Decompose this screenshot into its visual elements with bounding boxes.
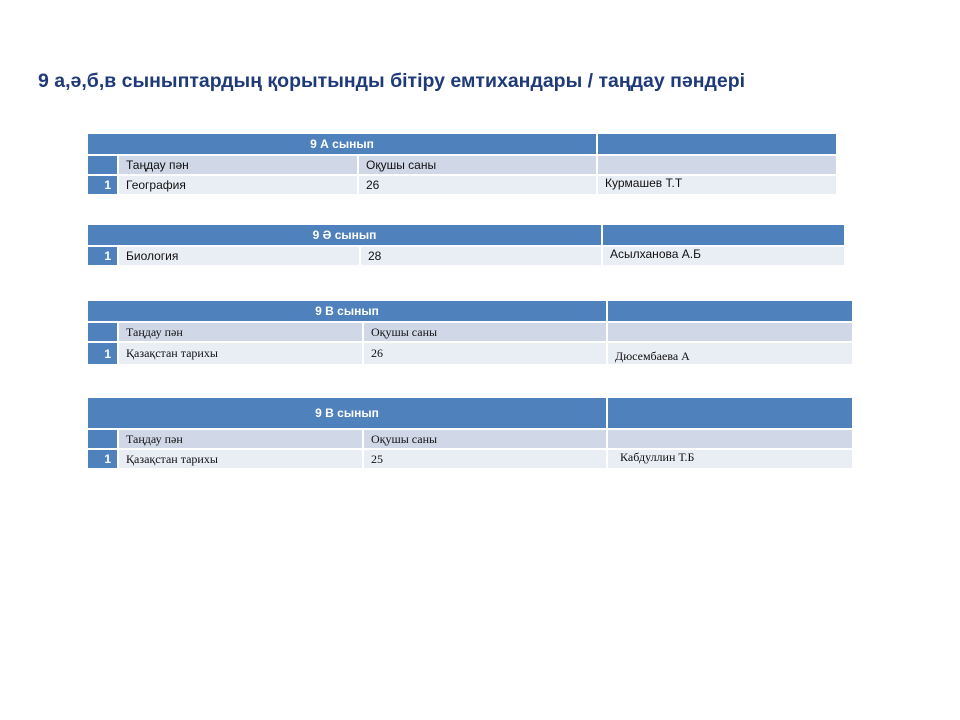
- subject-column-header: Таңдау пән: [118, 322, 363, 342]
- table-row: [87, 342, 853, 365]
- teacher-cell: Асылханова А.Б: [602, 246, 845, 266]
- num-header-cell: [87, 322, 118, 342]
- count-column-header: Оқушы саны: [358, 155, 597, 175]
- table-header-row: [87, 300, 853, 322]
- header-blank-cell: [597, 133, 837, 155]
- subject-cell: Қазақстан тарихы: [118, 449, 363, 469]
- class-header: 9 В сынып: [87, 300, 607, 322]
- subject-cell: География: [118, 175, 358, 195]
- column-header-row: [87, 322, 853, 342]
- teacher-column-header: [607, 429, 853, 449]
- num-header-cell: [87, 429, 118, 449]
- student-count-cell: 26: [363, 342, 607, 365]
- class-header: 9 В сынып: [87, 397, 607, 429]
- student-count-cell: 26: [358, 175, 597, 195]
- teacher-cell: Дюсембаева А: [607, 342, 853, 365]
- header-blank-cell: [607, 300, 853, 322]
- class-9ae-table: [86, 223, 846, 267]
- row-number: 1: [87, 175, 118, 195]
- column-header-row: [87, 155, 837, 175]
- subject-column-header: Таңдау пән: [118, 155, 358, 175]
- teacher-cell: Курмашев Т.Т: [597, 175, 837, 195]
- class-header: 9 А сынып: [87, 133, 597, 155]
- teacher-cell: Кабдуллин Т.Б: [607, 449, 853, 469]
- subject-column-header: Таңдау пән: [118, 429, 363, 449]
- teacher-column-header: [607, 322, 853, 342]
- table-row: [87, 246, 845, 266]
- page-title: 9 а,ә,б,в сыныптардың қорытынды бітіру емтихандары / таңдау пәндері: [38, 70, 746, 92]
- column-header-row: [87, 429, 853, 449]
- num-header-cell: [87, 155, 118, 175]
- table-row: [87, 175, 837, 195]
- table-row: [87, 449, 853, 469]
- class-9v-table-2: [86, 396, 854, 470]
- row-number: 1: [87, 246, 118, 266]
- count-column-header: Оқушы саны: [363, 429, 607, 449]
- header-blank-cell: [602, 224, 845, 246]
- subject-cell: Биология: [118, 246, 360, 266]
- table-header-row: [87, 224, 845, 246]
- teacher-column-header: [597, 155, 837, 175]
- class-header: 9 Ә сынып: [87, 224, 602, 246]
- row-number: 1: [87, 449, 118, 469]
- count-column-header: Оқушы саны: [363, 322, 607, 342]
- class-9v-table-1: [86, 299, 854, 366]
- subject-cell: Қазақстан тарихы: [118, 342, 363, 365]
- student-count-cell: 25: [363, 449, 607, 469]
- table-header-row: [87, 397, 853, 429]
- header-blank-cell: [607, 397, 853, 429]
- student-count-cell: 28: [360, 246, 602, 266]
- table-header-row: [87, 133, 837, 155]
- class-9a-table: [86, 132, 838, 196]
- row-number: 1: [87, 342, 118, 365]
